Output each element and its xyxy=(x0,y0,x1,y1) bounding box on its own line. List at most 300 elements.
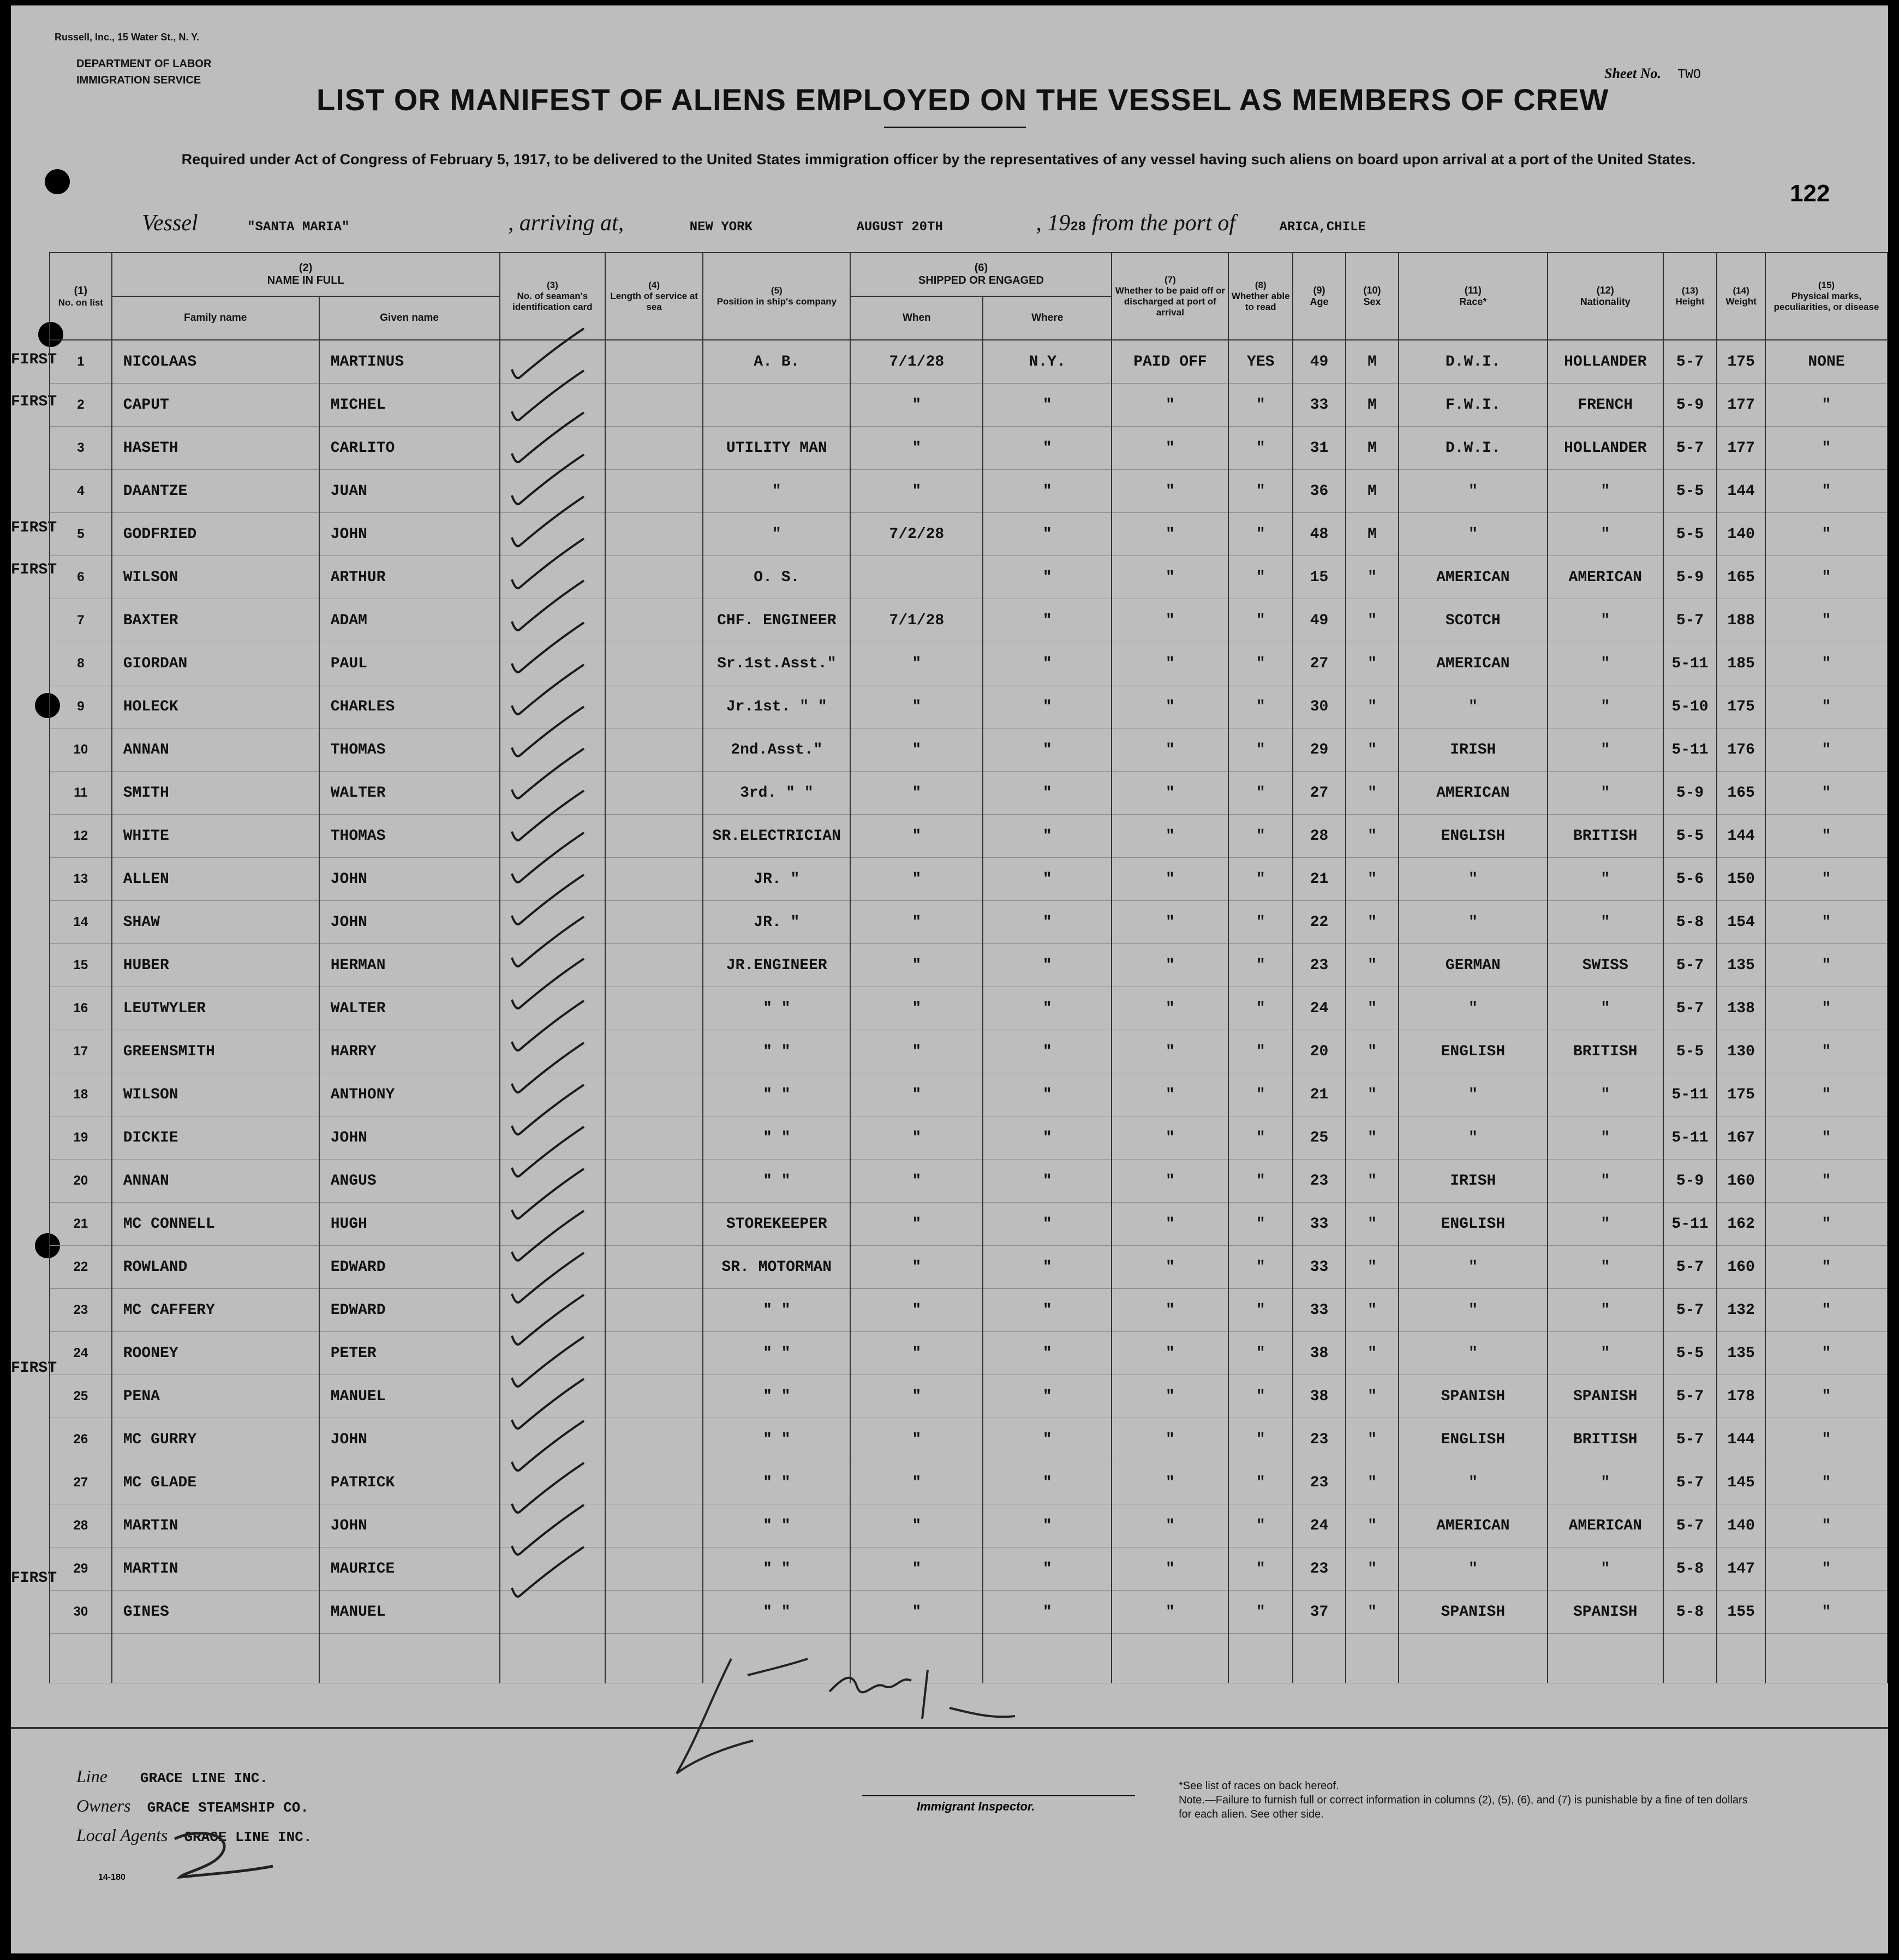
shipped-where-cell: " xyxy=(983,1246,1112,1289)
physical-marks-cell: " xyxy=(1765,470,1888,513)
shipped-where-cell: " xyxy=(983,1116,1112,1160)
age-cell: 30 xyxy=(1293,685,1346,728)
position-cell: " " xyxy=(703,1332,850,1375)
sex-cell: " xyxy=(1346,685,1399,728)
height-cell: 5-8 xyxy=(1663,1591,1717,1634)
shipped-where-cell: " xyxy=(983,1203,1112,1246)
first-class-mark: FIRST xyxy=(11,1570,57,1587)
shipped-where-cell: " xyxy=(983,901,1112,944)
col-sex-header: (10) Sex xyxy=(1346,253,1399,340)
family-name-cell: GODFRIED xyxy=(112,513,319,556)
paid-off-cell: " xyxy=(1112,772,1228,815)
page-title: LIST OR MANIFEST OF ALIENS EMPLOYED ON THE VESSEL AS MEMBERS OF CREW xyxy=(316,82,1609,117)
family-name-cell: HASETH xyxy=(112,427,319,470)
able-to-read-cell: " xyxy=(1228,599,1293,642)
row-number-cell: 22 xyxy=(50,1246,112,1289)
height-cell: 5-7 xyxy=(1663,427,1717,470)
age-cell: 33 xyxy=(1293,384,1346,427)
position-cell: JR. " xyxy=(703,901,850,944)
col-age-header: (9) Age xyxy=(1293,253,1346,340)
row-number-cell: 6 xyxy=(50,556,112,599)
form-number: 14-180 xyxy=(98,1873,126,1882)
race-cell: IRISH xyxy=(1399,728,1548,772)
shipped-when-cell: " xyxy=(850,1504,983,1547)
position-cell: " xyxy=(703,513,850,556)
age-cell: 23 xyxy=(1293,1160,1346,1203)
sex-cell: " xyxy=(1346,772,1399,815)
race-cell: F.W.I. xyxy=(1399,384,1548,427)
able-to-read-cell: " xyxy=(1228,1116,1293,1160)
paid-off-cell: " xyxy=(1112,513,1228,556)
nationality-cell: BRITISH xyxy=(1548,1030,1663,1073)
nationality-cell: FRENCH xyxy=(1548,384,1663,427)
physical-marks-cell: " xyxy=(1765,685,1888,728)
physical-marks-cell: " xyxy=(1765,513,1888,556)
race-cell: GERMAN xyxy=(1399,944,1548,987)
paid-off-cell: " xyxy=(1112,1461,1228,1504)
nationality-cell: " xyxy=(1548,1160,1663,1203)
weight-cell: 154 xyxy=(1717,901,1765,944)
physical-marks-cell: " xyxy=(1765,1547,1888,1591)
col-read-header: (8) Whether able to read xyxy=(1228,253,1293,340)
physical-marks-cell: " xyxy=(1765,1289,1888,1332)
shipped-when-cell: " xyxy=(850,1073,983,1116)
able-to-read-cell: " xyxy=(1228,642,1293,685)
weight-cell: 177 xyxy=(1717,384,1765,427)
race-cell: ENGLISH xyxy=(1399,815,1548,858)
vessel-name: "SANTA MARIA" xyxy=(247,220,350,235)
age-cell: 31 xyxy=(1293,427,1346,470)
manifest-sheet xyxy=(11,5,1888,1953)
able-to-read-cell: " xyxy=(1228,772,1293,815)
tally-check-mark xyxy=(512,1505,584,1555)
nationality-cell: " xyxy=(1548,470,1663,513)
given-name-cell: HERMAN xyxy=(319,944,500,987)
sex-cell: " xyxy=(1346,728,1399,772)
agents-value: GRACE LINE INC. xyxy=(184,1829,312,1845)
position-cell: " " xyxy=(703,1547,850,1591)
sex-cell: " xyxy=(1346,1547,1399,1591)
given-name-cell: JOHN xyxy=(319,513,500,556)
age-cell: 29 xyxy=(1293,728,1346,772)
line-label: Line xyxy=(76,1766,108,1786)
shipped-when-cell: " xyxy=(850,384,983,427)
weight-cell: 145 xyxy=(1717,1461,1765,1504)
row-number-cell: 21 xyxy=(50,1203,112,1246)
first-class-mark: FIRST xyxy=(11,561,57,578)
position-cell: 3rd. " " xyxy=(703,772,850,815)
height-cell: 5-8 xyxy=(1663,1547,1717,1591)
from-port: ARICA,CHILE xyxy=(1279,220,1366,235)
race-cell: ENGLISH xyxy=(1399,1418,1548,1461)
weight-cell: 132 xyxy=(1717,1289,1765,1332)
arrival-date: AUGUST 20TH xyxy=(856,220,943,235)
tally-check-mark xyxy=(512,371,584,420)
given-name-cell: PETER xyxy=(319,1332,500,1375)
position-cell: O. S. xyxy=(703,556,850,599)
paid-off-cell: " xyxy=(1112,1246,1228,1289)
shipped-where-cell: " xyxy=(983,728,1112,772)
sex-cell: " xyxy=(1346,1203,1399,1246)
race-cell: AMERICAN xyxy=(1399,642,1548,685)
shipped-where-cell: " xyxy=(983,556,1112,599)
paid-off-cell: " xyxy=(1112,556,1228,599)
row-number-cell: 28 xyxy=(50,1504,112,1547)
shipped-where-cell: " xyxy=(983,1418,1112,1461)
first-class-mark: FIRST xyxy=(11,519,57,536)
tally-check-mark xyxy=(512,1127,584,1176)
able-to-read-cell: " xyxy=(1228,1547,1293,1591)
sheet-value: TWO xyxy=(1677,68,1701,82)
given-name-cell: MARTINUS xyxy=(319,340,500,384)
paid-off-cell: " xyxy=(1112,1030,1228,1073)
sex-cell: " xyxy=(1346,1030,1399,1073)
age-cell: 20 xyxy=(1293,1030,1346,1073)
physical-marks-cell: " xyxy=(1765,987,1888,1030)
shipped-where-cell: " xyxy=(983,1591,1112,1634)
height-cell: 5-7 xyxy=(1663,944,1717,987)
able-to-read-cell: " xyxy=(1228,685,1293,728)
weight-cell: 165 xyxy=(1717,772,1765,815)
paid-off-cell: " xyxy=(1112,901,1228,944)
paid-off-cell: " xyxy=(1112,1332,1228,1375)
given-name-cell: EDWARD xyxy=(319,1246,500,1289)
weight-cell: 175 xyxy=(1717,1073,1765,1116)
family-name-cell: ROWLAND xyxy=(112,1246,319,1289)
nationality-cell: " xyxy=(1548,599,1663,642)
weight-cell: 135 xyxy=(1717,1332,1765,1375)
height-cell: 5-5 xyxy=(1663,1030,1717,1073)
height-cell: 5-9 xyxy=(1663,556,1717,599)
tally-check-mark xyxy=(512,707,584,756)
row-number-cell: 29 xyxy=(50,1547,112,1591)
nationality-cell: " xyxy=(1548,1073,1663,1116)
sex-cell: M xyxy=(1346,427,1399,470)
position-cell: " xyxy=(703,470,850,513)
col-position-header: (5) Position in ship's company xyxy=(703,253,850,340)
race-cell: SCOTCH xyxy=(1399,599,1548,642)
physical-marks-cell: NONE xyxy=(1765,340,1888,384)
physical-marks-cell: " xyxy=(1765,642,1888,685)
sex-cell: " xyxy=(1346,1246,1399,1289)
height-cell: 5-10 xyxy=(1663,685,1717,728)
shipped-when-cell: " xyxy=(850,987,983,1030)
height-cell: 5-11 xyxy=(1663,728,1717,772)
row-number-cell: 18 xyxy=(50,1073,112,1116)
able-to-read-cell: " xyxy=(1228,556,1293,599)
family-name-cell: MC CAFFERY xyxy=(112,1289,319,1332)
tally-check-mark xyxy=(512,791,584,840)
owners-label: Owners xyxy=(76,1796,131,1815)
able-to-read-cell: " xyxy=(1228,513,1293,556)
sex-cell: " xyxy=(1346,1461,1399,1504)
row-number-cell: 12 xyxy=(50,815,112,858)
shipped-when-cell: 7/2/28 xyxy=(850,513,983,556)
shipped-where-cell: " xyxy=(983,1289,1112,1332)
paid-off-cell: " xyxy=(1112,944,1228,987)
height-cell: 5-5 xyxy=(1663,470,1717,513)
height-cell: 5-7 xyxy=(1663,1461,1717,1504)
weight-cell: 188 xyxy=(1717,599,1765,642)
tally-check-mark xyxy=(512,1001,584,1050)
race-cell: " xyxy=(1399,685,1548,728)
race-cell: ENGLISH xyxy=(1399,1203,1548,1246)
position-cell: Sr.1st.Asst." xyxy=(703,642,850,685)
nationality-cell: " xyxy=(1548,1203,1663,1246)
age-cell: 21 xyxy=(1293,1073,1346,1116)
given-name-cell: JOHN xyxy=(319,1418,500,1461)
nationality-cell: " xyxy=(1548,901,1663,944)
shipped-when-cell: " xyxy=(850,1116,983,1160)
shipped-where-cell: " xyxy=(983,1461,1112,1504)
height-cell: 5-8 xyxy=(1663,901,1717,944)
weight-cell: 162 xyxy=(1717,1203,1765,1246)
nationality-cell: SPANISH xyxy=(1548,1375,1663,1418)
weight-cell: 144 xyxy=(1717,470,1765,513)
tally-check-mark xyxy=(512,1337,584,1387)
weight-cell: 155 xyxy=(1717,1591,1765,1634)
col-race-header: (11) Race* xyxy=(1399,253,1548,340)
given-name-cell: THOMAS xyxy=(319,815,500,858)
race-cell: AMERICAN xyxy=(1399,1504,1548,1547)
paid-off-cell: " xyxy=(1112,1591,1228,1634)
race-cell: SPANISH xyxy=(1399,1591,1548,1634)
physical-marks-cell: " xyxy=(1765,728,1888,772)
paid-off-cell: " xyxy=(1112,1160,1228,1203)
family-name-cell: SHAW xyxy=(112,901,319,944)
position-cell: " " xyxy=(703,1160,850,1203)
given-name-cell: JUAN xyxy=(319,470,500,513)
race-cell: " xyxy=(1399,858,1548,901)
nationality-cell: " xyxy=(1548,1246,1663,1289)
family-name-cell: PENA xyxy=(112,1375,319,1418)
shipped-when-cell: " xyxy=(850,1375,983,1418)
sex-cell: M xyxy=(1346,513,1399,556)
given-name-cell: MAURICE xyxy=(319,1547,500,1591)
race-cell: " xyxy=(1399,513,1548,556)
shipped-where-cell: " xyxy=(983,944,1112,987)
inspector-label: Immigrant Inspector. xyxy=(917,1800,1035,1813)
shipped-when-cell: " xyxy=(850,1332,983,1375)
row-number-cell: 14 xyxy=(50,901,112,944)
weight-cell: 176 xyxy=(1717,728,1765,772)
height-cell: 5-7 xyxy=(1663,1418,1717,1461)
able-to-read-cell: " xyxy=(1228,901,1293,944)
penalty-note: Note.—Failure to furnish full or correct information in columns (2), (5), (6), and (7) is punishable by a fine of ten dollars for each alien. See other side. xyxy=(1179,1794,1748,1820)
shipped-where-cell: N.Y. xyxy=(983,340,1112,384)
physical-marks-cell: " xyxy=(1765,1116,1888,1160)
nationality-cell: " xyxy=(1548,1461,1663,1504)
paid-off-cell: " xyxy=(1112,1116,1228,1160)
physical-marks-cell: " xyxy=(1765,427,1888,470)
sex-cell: " xyxy=(1346,556,1399,599)
nationality-cell: " xyxy=(1548,513,1663,556)
tally-check-mark xyxy=(512,959,584,1008)
physical-marks-cell: " xyxy=(1765,901,1888,944)
physical-marks-cell: " xyxy=(1765,384,1888,427)
physical-marks-cell: " xyxy=(1765,1160,1888,1203)
able-to-read-cell: " xyxy=(1228,728,1293,772)
nationality-cell: " xyxy=(1548,1332,1663,1375)
row-number-cell: 13 xyxy=(50,858,112,901)
printer-imprint: Russell, Inc., 15 Water St., N. Y. xyxy=(55,32,200,43)
race-cell: " xyxy=(1399,1332,1548,1375)
row-number-cell: 15 xyxy=(50,944,112,987)
tally-check-mark xyxy=(512,539,584,588)
physical-marks-cell: " xyxy=(1765,1375,1888,1418)
row-number-cell: 24 xyxy=(50,1332,112,1375)
family-name-cell: ROONEY xyxy=(112,1332,319,1375)
weight-cell: 177 xyxy=(1717,427,1765,470)
col-where-header: Where xyxy=(983,296,1112,340)
weight-cell: 165 xyxy=(1717,556,1765,599)
nationality-cell: BRITISH xyxy=(1548,1418,1663,1461)
tally-check-mark xyxy=(512,455,584,504)
tally-check-mark xyxy=(512,328,584,378)
shipped-when-cell: " xyxy=(850,901,983,944)
tally-check-mark xyxy=(512,1169,584,1218)
handwritten-mark xyxy=(164,1822,284,1888)
weight-cell: 150 xyxy=(1717,858,1765,901)
able-to-read-cell: " xyxy=(1228,1289,1293,1332)
position-cell: JR. " xyxy=(703,858,850,901)
age-cell: 24 xyxy=(1293,1504,1346,1547)
service-line: IMMIGRATION SERVICE xyxy=(76,74,201,86)
physical-marks-cell: " xyxy=(1765,858,1888,901)
tally-check-mark xyxy=(512,1295,584,1344)
physical-marks-cell: " xyxy=(1765,1332,1888,1375)
weight-cell: 185 xyxy=(1717,642,1765,685)
first-class-mark: FIRST xyxy=(11,393,57,410)
family-name-cell: BAXTER xyxy=(112,599,319,642)
height-cell: 5-5 xyxy=(1663,513,1717,556)
given-name-cell: WALTER xyxy=(319,987,500,1030)
paid-off-cell: " xyxy=(1112,1418,1228,1461)
age-cell: 23 xyxy=(1293,1418,1346,1461)
age-cell: 49 xyxy=(1293,340,1346,384)
weight-cell: 135 xyxy=(1717,944,1765,987)
race-cell: D.W.I. xyxy=(1399,427,1548,470)
able-to-read-cell: " xyxy=(1228,1246,1293,1289)
col-number-header: (1) No. on list xyxy=(50,253,112,340)
position-cell: " " xyxy=(703,1116,850,1160)
family-name-cell: DICKIE xyxy=(112,1116,319,1160)
position-cell: A. B. xyxy=(703,340,850,384)
given-name-cell: JOHN xyxy=(319,1116,500,1160)
shipped-when-cell: " xyxy=(850,470,983,513)
age-cell: 48 xyxy=(1293,513,1346,556)
row-number-cell: 5 xyxy=(50,513,112,556)
agents-label: Local Agents xyxy=(76,1825,168,1845)
height-cell: 5-7 xyxy=(1663,1375,1717,1418)
position-cell: " " xyxy=(703,1461,850,1504)
given-name-cell: ANTHONY xyxy=(319,1073,500,1116)
able-to-read-cell: " xyxy=(1228,384,1293,427)
shipped-when-cell: " xyxy=(850,1461,983,1504)
paid-off-cell: " xyxy=(1112,1203,1228,1246)
paid-off-cell: " xyxy=(1112,815,1228,858)
age-cell: 22 xyxy=(1293,901,1346,944)
nationality-cell: " xyxy=(1548,987,1663,1030)
able-to-read-cell: " xyxy=(1228,470,1293,513)
physical-marks-cell: " xyxy=(1765,1030,1888,1073)
row-number-cell: 4 xyxy=(50,470,112,513)
age-cell: 28 xyxy=(1293,815,1346,858)
nationality-cell: " xyxy=(1548,1547,1663,1591)
sex-cell: " xyxy=(1346,1332,1399,1375)
owners-value: GRACE STEAMSHIP CO. xyxy=(147,1800,309,1816)
nationality-cell: BRITISH xyxy=(1548,815,1663,858)
position-cell: " " xyxy=(703,1591,850,1634)
given-name-cell: MANUEL xyxy=(319,1591,500,1634)
able-to-read-cell: " xyxy=(1228,1591,1293,1634)
sex-cell: " xyxy=(1346,858,1399,901)
height-cell: 5-7 xyxy=(1663,599,1717,642)
sex-cell: " xyxy=(1346,1289,1399,1332)
paid-off-cell: " xyxy=(1112,384,1228,427)
position-cell: Jr.1st. " " xyxy=(703,685,850,728)
paid-off-cell: " xyxy=(1112,1289,1228,1332)
row-number-cell: 27 xyxy=(50,1461,112,1504)
race-cell: SPANISH xyxy=(1399,1375,1548,1418)
age-cell: 36 xyxy=(1293,470,1346,513)
row-number-cell: 11 xyxy=(50,772,112,815)
family-name-cell: HUBER xyxy=(112,944,319,987)
sex-cell: " xyxy=(1346,987,1399,1030)
vessel-label: Vessel xyxy=(142,211,198,236)
family-name-cell: NICOLAAS xyxy=(112,340,319,384)
shipped-when-cell: " xyxy=(850,944,983,987)
tally-check-mark xyxy=(512,581,584,630)
able-to-read-cell: " xyxy=(1228,427,1293,470)
age-cell: 15 xyxy=(1293,556,1346,599)
given-name-cell: WALTER xyxy=(319,772,500,815)
paid-off-cell: PAID OFF xyxy=(1112,340,1228,384)
weight-cell: 167 xyxy=(1717,1116,1765,1160)
height-cell: 5-9 xyxy=(1663,772,1717,815)
weight-cell: 144 xyxy=(1717,1418,1765,1461)
shipped-where-cell: " xyxy=(983,1332,1112,1375)
col-paid-header: (7) Whether to be paid off or discharged at port of arrival xyxy=(1112,253,1228,340)
tally-check-mark xyxy=(512,749,584,798)
physical-marks-cell: " xyxy=(1765,815,1888,858)
family-name-cell: DAANTZE xyxy=(112,470,319,513)
age-cell: 33 xyxy=(1293,1246,1346,1289)
row-number-cell: 20 xyxy=(50,1160,112,1203)
year-prefix: , 19 xyxy=(1036,211,1071,236)
row-number-cell: 26 xyxy=(50,1418,112,1461)
physical-marks-cell: " xyxy=(1765,1418,1888,1461)
age-cell: 24 xyxy=(1293,987,1346,1030)
given-name-cell: PAUL xyxy=(319,642,500,685)
shipped-when-cell: " xyxy=(850,1547,983,1591)
shipped-where-cell: " xyxy=(983,1504,1112,1547)
position-cell: STOREKEEPER xyxy=(703,1203,850,1246)
age-cell: 33 xyxy=(1293,1289,1346,1332)
sex-cell: " xyxy=(1346,599,1399,642)
family-name-cell: MC CONNELL xyxy=(112,1203,319,1246)
shipped-when-cell: " xyxy=(850,1418,983,1461)
first-class-mark: FIRST xyxy=(11,1360,57,1377)
age-cell: 38 xyxy=(1293,1332,1346,1375)
race-cell: " xyxy=(1399,987,1548,1030)
weight-cell: 140 xyxy=(1717,513,1765,556)
physical-marks-cell: " xyxy=(1765,1246,1888,1289)
year-suffix: 28 xyxy=(1070,220,1086,235)
position-cell: SR.ELECTRICIAN xyxy=(703,815,850,858)
physical-marks-cell: " xyxy=(1765,1461,1888,1504)
shipped-when-cell: " xyxy=(850,1289,983,1332)
